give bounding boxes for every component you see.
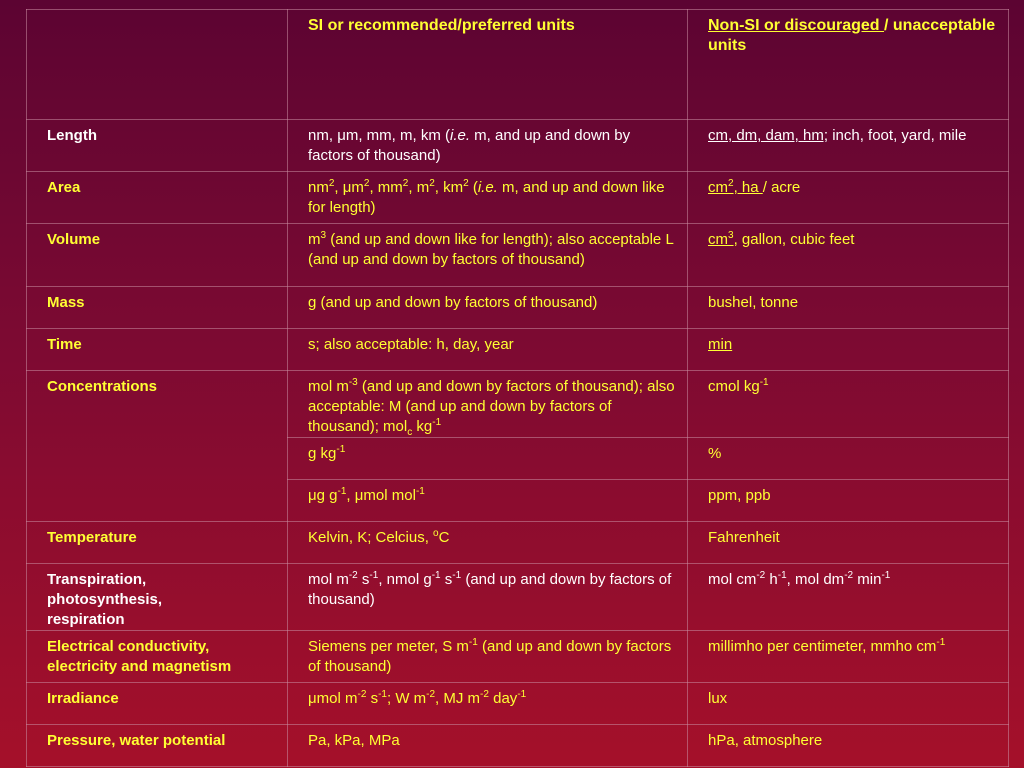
si-transpiration: mol $m^{-2}$ $s^{-1}$, nmol $g^{-1}$ $s^{-1}$ (and up and down by factors of thousand) — [288, 564, 688, 631]
nonsi-pressure: hPa, atmosphere — [688, 725, 1009, 767]
header-empty-cell — [27, 10, 288, 120]
table-row — [27, 522, 1009, 564]
header-nonsi-rest: / unacceptable units — [708, 17, 996, 54]
header-nonsi-underlined: Non-SI or discouraged — [708, 17, 885, 34]
si-electrical: Siemens per meter, S $m^{-1}$ (and up and down by factors of thousand) — [288, 631, 688, 683]
table-row — [27, 683, 1009, 725]
si-concentrations-1: mol $m^{-3}$ (and up and down by factors of thousand); also acceptable: M (and up and down by factors of thousand); mol$_c$ $kg^{-1}$ — [288, 371, 688, 438]
nonsi-area: $cm^2$, ha / acre — [688, 172, 1009, 224]
row-label-transpiration: Transpiration, photosynthesis, respiration — [47, 571, 163, 628]
nonsi-volume: $cm^3$, gallon, cubic feet — [688, 224, 1009, 287]
row-label-time: Time — [47, 336, 82, 353]
si-pressure: Pa, kPa, MPa — [288, 725, 688, 767]
si-concentrations-3: μg $g^{-1}$, μmol mol$^{-1}$ — [288, 480, 688, 522]
si-concentrations-2: g $kg^{-1}$ — [288, 438, 688, 480]
si-temperature: Kelvin, K; Celcius, $^o$C — [288, 522, 688, 564]
row-label-mass: Mass — [47, 294, 85, 311]
nonsi-length: cm, dm, dam, hm; inch, foot, yard, mile — [688, 120, 1009, 172]
row-label-pressure: Pressure, water potential — [47, 732, 226, 749]
si-irradiance: μmol $m^{-2}$ $s^{-1}$; W $m^{-2}$, MJ $m^{-2}$ day$^{-1}$ — [288, 683, 688, 725]
si-area: $nm^2$, $\mu m^2$, $mm^2$, $m^2$, $km^2$ (i.e. m, and up and down like for length) — [288, 172, 688, 224]
nonsi-concentrations-1: cmol $kg^{-1}$ — [688, 371, 1009, 438]
row-label-area: Area — [47, 179, 81, 196]
nonsi-transpiration: mol $cm^{-2}$ $h^{-1}$, mol $dm^{-2}$ $\min^{-1}$ — [688, 564, 1009, 631]
table-row — [27, 287, 1009, 329]
table-row — [27, 725, 1009, 767]
table-row — [27, 172, 1009, 224]
nonsi-mass: bushel, tonne — [688, 287, 1009, 329]
table-row — [27, 329, 1009, 371]
si-time: s; also acceptable: h, day, year — [288, 329, 688, 371]
row-label-volume: Volume — [47, 231, 101, 248]
header-si-label: SI or recommended/preferred units — [308, 17, 575, 34]
row-label-temperature: Temperature — [47, 529, 137, 546]
row-label-concentrations: Concentrations — [47, 378, 158, 395]
si-mass: g (and up and down by factors of thousand) — [288, 287, 688, 329]
table-row — [27, 564, 1009, 631]
row-label-electrical: Electrical conductivity, electricity and magnetism — [47, 638, 232, 675]
units-table — [26, 9, 1009, 767]
si-length: nm, μm, mm, m, km (i.e. m, and up and down by factors of thousand) — [288, 120, 688, 172]
row-label-length: Length — [47, 127, 97, 144]
header-si — [288, 10, 688, 120]
nonsi-concentrations-2: % — [688, 438, 1009, 480]
row-label-irradiance: Irradiance — [47, 690, 119, 707]
nonsi-concentrations-3: ppm, ppb — [688, 480, 1009, 522]
header-nonsi — [688, 10, 1009, 120]
header-row — [27, 10, 1009, 120]
si-volume: $m^3$ (and up and down like for length); also acceptable L (and up and down by factors of thousand) — [288, 224, 688, 287]
table-row — [27, 120, 1009, 172]
nonsi-electrical: millimho per centimeter, mmho $cm^{-1}$ — [688, 631, 1009, 683]
nonsi-temperature: Fahrenheit — [688, 522, 1009, 564]
nonsi-irradiance: lux — [688, 683, 1009, 725]
table-row — [27, 371, 1009, 438]
nonsi-time: min — [688, 329, 1009, 371]
table-row — [27, 631, 1009, 683]
table-row — [27, 224, 1009, 287]
